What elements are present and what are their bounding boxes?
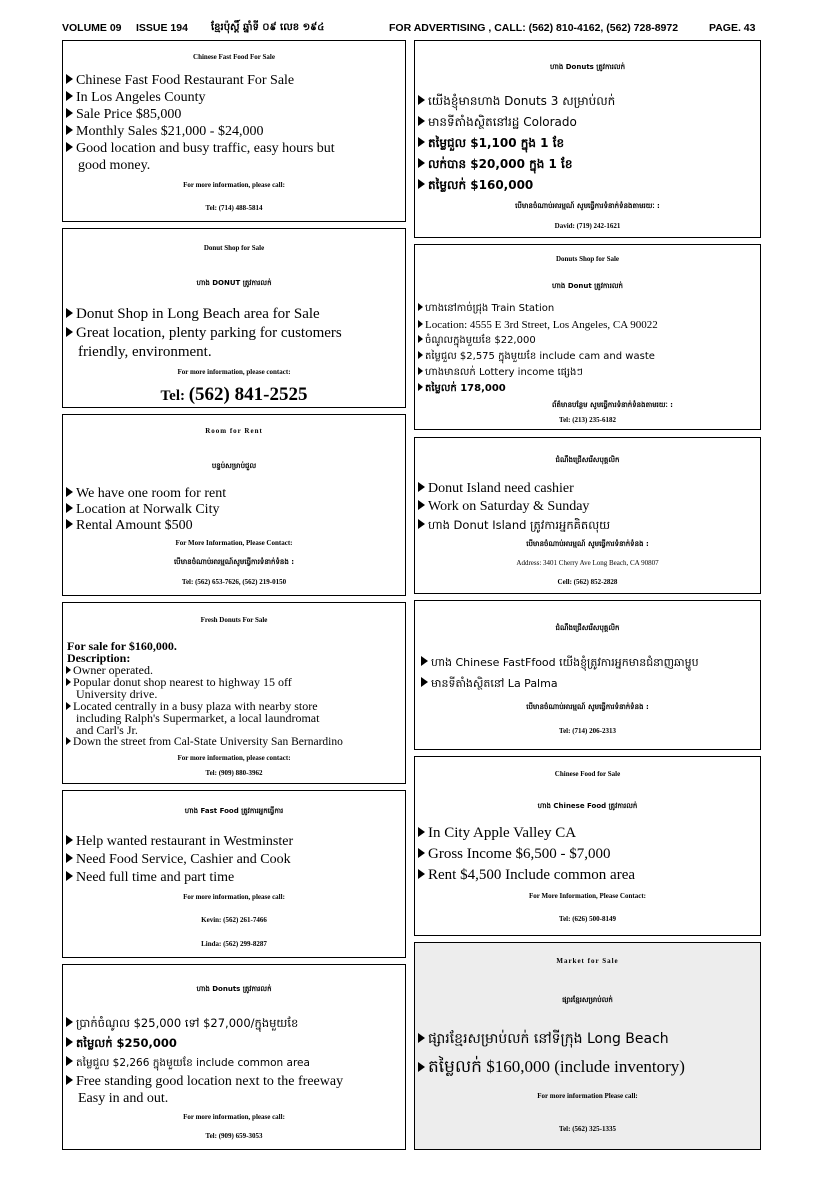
list-item: Need Food Service, Cashier and Cook	[66, 851, 291, 869]
list-item: ផ្សារខ្មែរសម្រាប់លក់ នៅទីក្រុង Long Beach	[418, 1028, 669, 1050]
list-item: In City Apple Valley CA	[418, 823, 576, 844]
list-item: Need full time and part time	[66, 869, 234, 887]
ad-cashier-hiring	[414, 437, 761, 594]
phone-number: Tel: (909) 880-3962	[205, 769, 263, 777]
list-item-continued: Easy in and out.	[78, 1091, 169, 1106]
list-item: តម្លៃលក់ $250,000	[66, 1033, 177, 1053]
phone-number: Cell: (562) 852-2828	[557, 578, 618, 586]
phone-number: Tel: (562) 325-1335	[559, 1125, 616, 1133]
phone-number: Tel: (909) 659-3053	[205, 1132, 263, 1140]
list-item: Work on Saturday & Sunday	[418, 498, 589, 516]
list-item: លក់បាន $20,000 ក្នុង 1 ខែ	[418, 154, 572, 174]
contact-prompt: For more information, please call:	[183, 1113, 285, 1121]
list-item: ចំណូលក្នុងមួយខែ $22,000	[418, 333, 536, 349]
phone-line	[63, 383, 405, 408]
ad-subtitle: ហាង DONUT ត្រូវការលក់	[196, 279, 272, 287]
list-item: Chinese Fast Food Restaurant For Sale	[66, 72, 294, 89]
phone-number-kevin: Kevin: (562) 261-7466	[201, 916, 267, 924]
contact-prompt: ព័ត៌មានបន្ថែម សូមធ្វើការទំនាក់ទំនងតាមរយៈ :	[552, 401, 673, 409]
phone-number: (562) 841-2525	[188, 384, 308, 405]
list-item-continued: including Ralph's Supermarket, a local laundromat	[76, 711, 320, 725]
contact-prompt: For More Information, Please Contact:	[175, 539, 293, 547]
list-item-continued: University drive.	[76, 687, 158, 701]
ad-fast-food-help-wanted	[62, 790, 406, 958]
list-item: ហាងមានលក់ Lottery income ផ្សេងៗ	[418, 365, 583, 381]
phone-number: David: (719) 242-1621	[554, 222, 621, 230]
list-item: តម្លៃជួល $2,266 ក្នុងមួយខែ include common area	[66, 1053, 310, 1073]
ad-donuts-250k	[62, 964, 406, 1150]
ad-title: ជំណឹងជ្រើសរើសបុគ្គលិក	[555, 456, 620, 464]
contact-prompt: For more information Please call:	[537, 1092, 638, 1100]
list-item: ហាង Donut Island ត្រូវការអ្នកគិតលុយ	[418, 516, 610, 534]
list-item: We have one room for rent	[66, 486, 226, 502]
list-item: តម្លៃជួល $1,100 ក្នុង 1 ខែ	[418, 133, 564, 153]
list-item: Down the street from Cal-State University San Bernardino	[66, 736, 343, 749]
contact-prompt: For more information, please contact:	[177, 754, 291, 762]
list-item-continued: and Carl's Jr.	[76, 723, 138, 737]
phone-number: Tel: (714) 488-5814	[205, 204, 263, 212]
contact-prompt: បើមានចំណាប់អារម្មណ៍ សូមធ្វើការទំនាក់ទំនងតាមរយៈ :	[515, 202, 660, 210]
list-item: In Los Angeles County	[66, 89, 206, 106]
ad-title: Fresh Donuts For Sale	[200, 616, 268, 624]
ad-room-for-rent	[62, 414, 406, 596]
contact-prompt: បើមានចំណាប់អារម្មណ៍ សូមធ្វើការទំនាក់ទំនង :	[526, 540, 649, 548]
list-item: Location at Norwalk City	[66, 502, 219, 518]
list-item-continued: good money.	[78, 158, 151, 173]
ad-subtitle: ហាង Chinese Food ត្រូវការលក់	[537, 802, 638, 810]
ad-subtitle: បន្ទប់សម្រាប់ជួល	[211, 462, 257, 470]
list-item: តម្លៃលក់ 178,000	[418, 381, 506, 397]
ad-subtitle: ហាង Donut ត្រូវការលក់	[552, 282, 623, 290]
contact-prompt: For more information, please call:	[183, 181, 285, 189]
list-item: Rent $4,500 Include common area	[418, 865, 635, 886]
list-item: Monthly Sales $21,000 - $24,000	[66, 123, 263, 140]
ad-donuts-shop-los-angeles	[414, 244, 761, 430]
ad-title: Room for Rent	[205, 427, 263, 435]
list-item: Help wanted restaurant in Westminster	[66, 833, 293, 851]
ad-fresh-donuts	[62, 602, 406, 784]
list-item: Good location and busy traffic, easy hours but	[66, 140, 335, 157]
list-item: ប្រាក់ចំណូល $25,000 ទៅ $27,000/ក្នុងមួយខែ	[66, 1013, 298, 1033]
list-item: Owner operated.	[66, 664, 153, 676]
sale-price: For sale for $160,000.	[67, 639, 177, 653]
list-item: Free standing good location next to the freeway	[66, 1073, 343, 1090]
ad-chinese-fast-food-hiring	[414, 600, 761, 750]
address: Address: 3401 Cherry Ave Long Beach, CA 90807	[516, 559, 659, 567]
ad-chinese-food-apple-valley	[414, 756, 761, 936]
phone-number-linda: Linda: (562) 299-8287	[201, 940, 267, 948]
ad-chinese-fast-food	[62, 40, 406, 222]
ad-title: ហាង Donuts ត្រូវការលក់	[549, 63, 626, 71]
list-item: មានទីតាំងស្ថិតនៅ La Palma	[421, 674, 558, 694]
list-item: មានទីតាំងស្ថិតនៅរដ្ឋ Colorado	[418, 112, 577, 132]
contact-prompt: For More Information, Please Contact:	[529, 892, 646, 900]
list-item: Location: 4555 E 3rd Street, Los Angeles, CA 90022	[418, 317, 658, 333]
list-item: Great location, plenty parking for customers	[66, 324, 342, 343]
list-item: Gross Income $6,500 - $7,000	[418, 844, 610, 865]
ad-title: Donuts Shop for Sale	[555, 255, 620, 263]
issue-label: ISSUE 194	[136, 22, 188, 34]
list-item: Sale Price $85,000	[66, 106, 181, 123]
list-item: ហាងនៅកាច់ជ្រុង Train Station	[418, 301, 554, 317]
list-item-continued: friendly, environment.	[78, 344, 212, 360]
ad-title: Market for Sale	[556, 957, 619, 965]
list-item: តម្លៃលក់ $160,000 (include inventory)	[418, 1056, 685, 1078]
contact-prompt: For more information, please call:	[183, 893, 285, 901]
contact-prompt: For more information, please contact:	[177, 368, 291, 376]
phone-number: Tel: (213) 235-6182	[559, 416, 616, 424]
ad-title: Donut Shop for Sale	[203, 244, 265, 252]
list-item: តម្លៃលក់ $160,000	[418, 175, 533, 195]
list-item: ហាង Chinese FastFfood យើងខ្ញុំត្រូវការអ្នកមានជំនាញឆាម្ហូប	[421, 653, 699, 673]
list-item: តម្លៃជួល $2,575 ក្នុងមួយខែ include cam and waste	[418, 349, 655, 365]
volume-label: VOLUME 09	[62, 22, 122, 34]
list-item: Rental Amount $500	[66, 518, 193, 534]
list-item: Located centrally in a busy plaza with nearby store	[66, 700, 318, 712]
contact-prompt-khmer: បើមានចំណាប់អារម្មណ៍សូមធ្វើការទំនាក់ទំនង :	[173, 558, 295, 566]
list-item: Popular donut shop nearest to highway 15 off	[66, 676, 292, 688]
description-label: Description:	[67, 651, 131, 665]
phone-number: Tel: (626) 500-8149	[559, 915, 616, 923]
ad-donut-shop-long-beach	[62, 228, 406, 408]
ad-title: Chinese Fast Food For Sale	[193, 53, 275, 61]
ad-title: Chinese Food for Sale	[554, 770, 621, 778]
list-item: Donut Island need cashier	[418, 480, 574, 498]
ad-title: ហាង Donuts ត្រូវការលក់	[196, 985, 272, 993]
ad-subtitle: ផ្សារខ្មែរសម្រាប់លក់	[562, 996, 613, 1004]
page-number: PAGE. 43	[709, 22, 756, 34]
list-item: យើងខ្ញុំមានហាង Donuts 3 សម្រាប់លក់	[418, 91, 615, 111]
ad-title: ជំណឹងជ្រើសរើសបុគ្គលិក	[555, 624, 620, 632]
phone-number: Tel: (562) 653-7626, (562) 219-0150	[181, 578, 287, 586]
khmer-issue-label: ខ្មែរប៉ុស្តិ៍ ឆ្នាំទី ០៩ លេខ ១៩៤	[211, 22, 325, 33]
ad-market-for-sale	[414, 942, 761, 1150]
ad-donuts-colorado	[414, 40, 761, 238]
ad-title: ហាង Fast Food ត្រូវការអ្នកធ្វើការ	[184, 807, 284, 815]
list-item: Donut Shop in Long Beach area for Sale	[66, 305, 320, 324]
contact-prompt: បើមានចំណាប់អារម្មណ៍ សូមធ្វើការទំនាក់ទំនង :	[526, 703, 649, 711]
advertising-label: FOR ADVERTISING , CALL: (562) 810-4162, (562) 728-8972	[389, 22, 679, 34]
phone-number: Tel: (714) 206-2313	[559, 727, 616, 735]
phone-label: Tel:	[160, 388, 189, 404]
page-header	[62, 20, 762, 36]
